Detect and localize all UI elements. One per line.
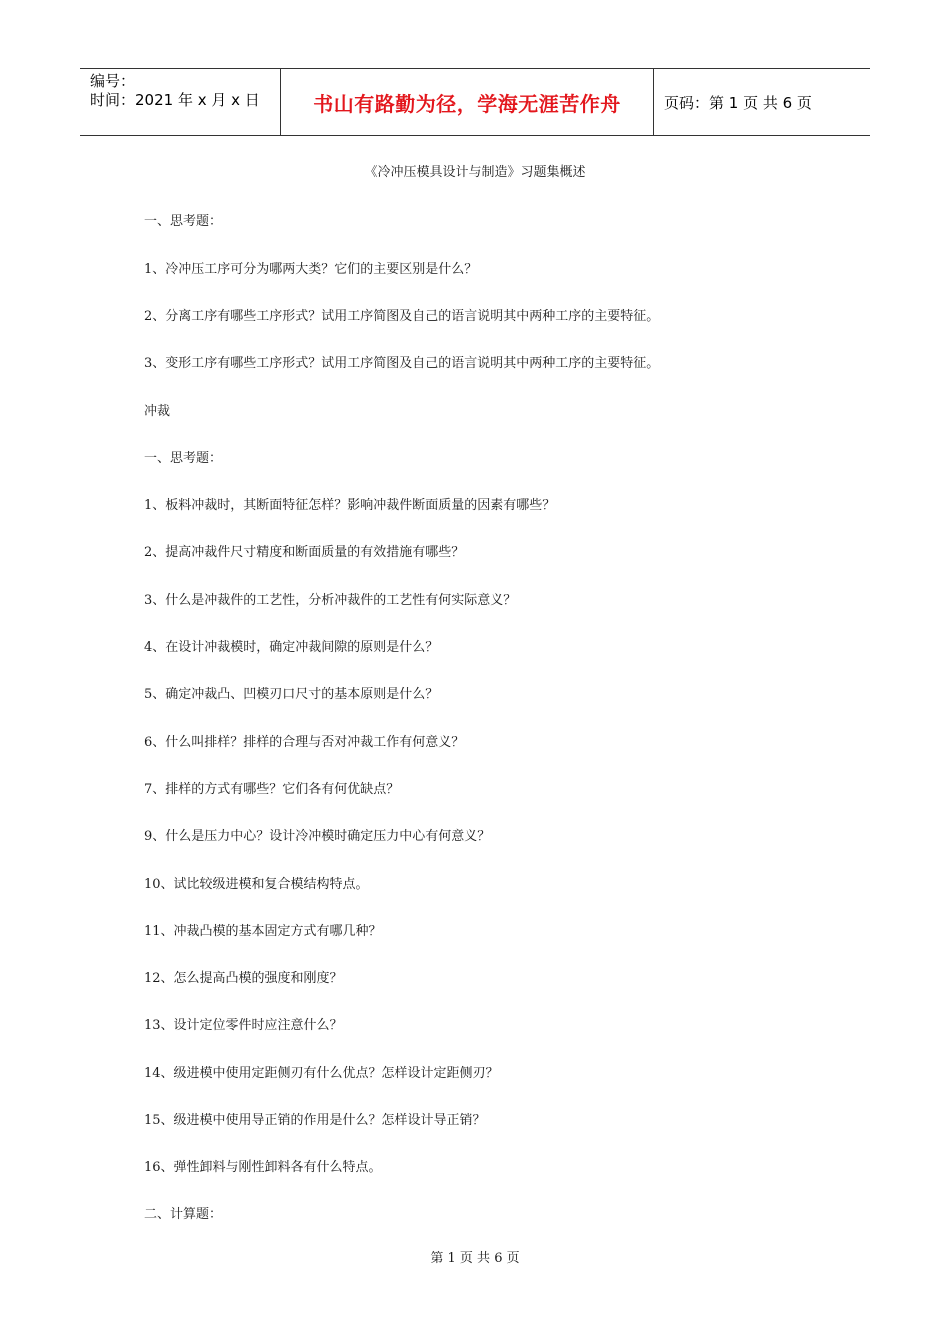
- question-item: 3、变形工序有哪些工序形式？试用工序简图及自己的语言说明其中两种工序的主要特征。: [144, 356, 660, 371]
- document-number-label: 编号：: [90, 72, 136, 90]
- question-item: 6、什么叫排样？排样的合理与否对冲裁工作有何意义？: [144, 735, 465, 750]
- question-item: 12、怎么提高凸模的强度和刚度？: [144, 971, 343, 986]
- question-item: 15、级进模中使用导正销的作用是什么？怎样设计导正销？: [144, 1113, 486, 1128]
- document-title: 《冷冲压模具设计与制造》习题集概述: [364, 165, 586, 180]
- chapter-heading: 冲裁: [144, 404, 171, 419]
- question-item: 2、分离工序有哪些工序形式？试用工序简图及自己的语言说明其中两种工序的主要特征。: [144, 309, 660, 324]
- question-item: 7、排样的方式有哪些？它们各有何优缺点？: [144, 782, 400, 797]
- question-item: 3、什么是冲裁件的工艺性，分析冲裁件的工艺性有何实际意义？: [144, 593, 517, 608]
- section-heading: 一、思考题：: [144, 451, 223, 466]
- question-item: 16、弹性卸料与刚性卸料各有什么特点。: [144, 1160, 382, 1175]
- question-item: 14、级进模中使用定距侧刃有什么优点？怎样设计定距侧刃？: [144, 1066, 499, 1081]
- question-item: 10、试比较级进模和复合模结构特点。: [144, 877, 369, 892]
- section-heading: 一、思考题：: [144, 214, 223, 229]
- section-heading: 二、计算题：: [144, 1207, 223, 1222]
- page-header: [80, 68, 870, 136]
- question-item: 5、确定冲裁凸、凹模刃口尺寸的基本原则是什么？: [144, 687, 439, 702]
- header-motto: 书山有路勤为径，学海无涯苦作舟: [281, 69, 654, 135]
- question-item: 1、板料冲裁时，其断面特征怎样？影响冲裁件断面质量的因素有哪些？: [144, 498, 556, 513]
- header-page-indicator: 页码：第 1 页 共 6 页: [664, 93, 812, 112]
- question-item: 13、设计定位零件时应注意什么？: [144, 1018, 343, 1033]
- page-footer: 第 1 页 共 6 页: [430, 1251, 520, 1266]
- question-item: 2、提高冲裁件尺寸精度和断面质量的有效措施有哪些？: [144, 545, 465, 560]
- question-item: 1、冷冲压工序可分为哪两大类？它们的主要区别是什么？: [144, 262, 478, 277]
- document-date-label: 时间：2021 年 x 月 x 日: [90, 91, 260, 109]
- question-item: 11、冲裁凸模的基本固定方式有哪几种？: [144, 924, 382, 939]
- question-item: 9、什么是压力中心？设计冷冲模时确定压力中心有何意义？: [144, 829, 491, 844]
- header-meta: [80, 69, 281, 135]
- question-item: 4、在设计冲裁模时，确定冲裁间隙的原则是什么？: [144, 640, 439, 655]
